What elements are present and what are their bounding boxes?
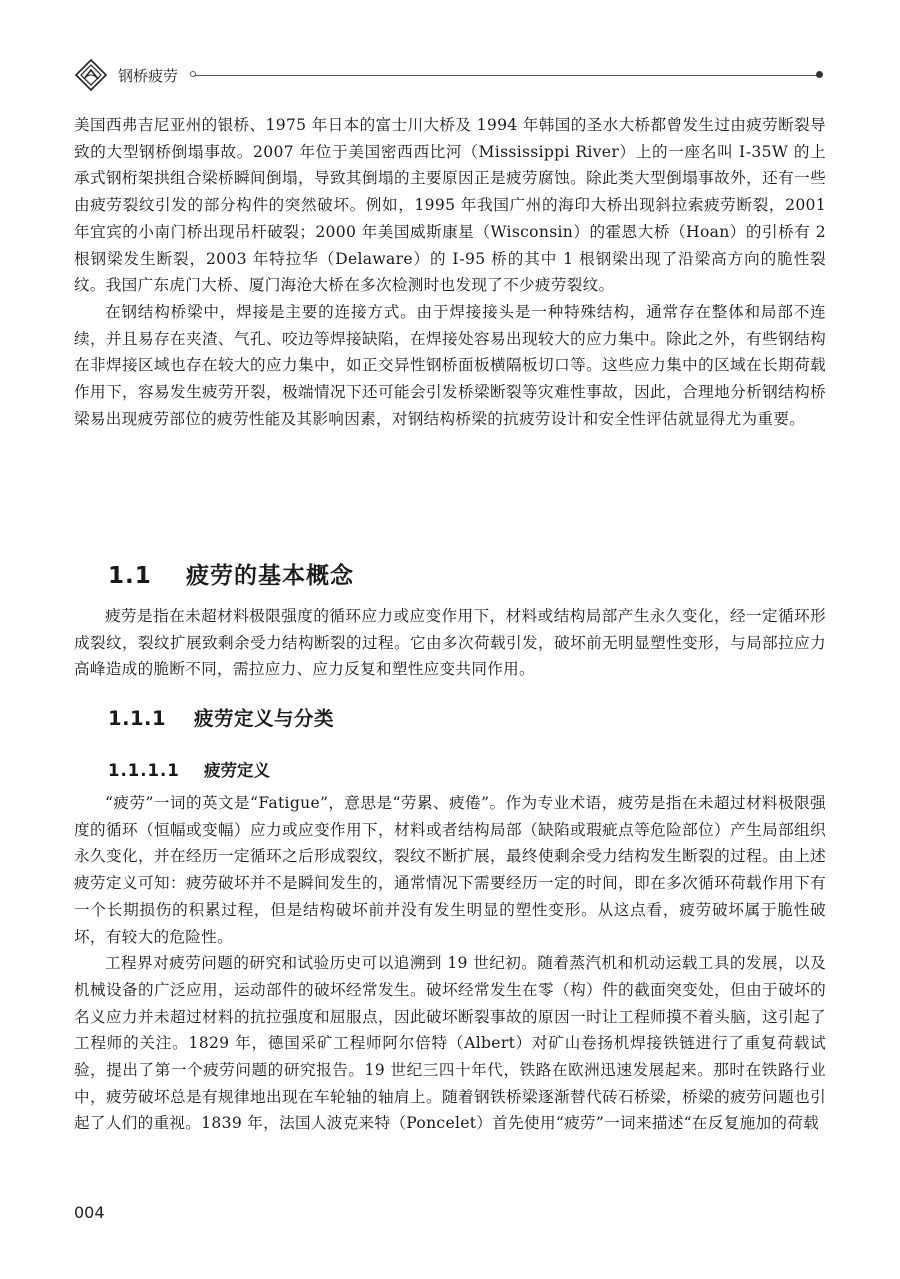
header-rule	[194, 75, 820, 76]
header-rule-start	[190, 71, 196, 77]
header-rule-end	[816, 71, 823, 78]
book-logo-icon	[74, 58, 108, 92]
definition-paragraph-1: “疲劳”一词的英文是“Fatigue”，意思是“劳累、疲倦”。作为专业术语，疲劳是指在未超过材料极限强度的循环（恒幅或变幅）应力或应变作用下，材料或者结构局部（缺陷或瑕疵点等危险部位）产生局部组织永久变化，并在经历一定循环之后形成裂纹，裂纹不断扩展，最终使剩余受力结构发生断裂的过程。由上述疲劳定义可知：疲劳破坏并不是瞬间发生的，通常情况下需要经历一定的时间，即在多次循环荷载作用下有一个长期损伤的积累过程，但是结构破坏前并没有发生明显的塑性变形。从这点看，疲劳破坏属于脆性破坏，有较大的危险性。	[74, 794, 826, 946]
section-1-1-paragraph: 疲劳是指在未超材料极限强度的循环应力或应变作用下，材料或结构局部产生永久变化，经一定循环形成裂纹，裂纹扩展致剩余受力结构断裂的过程。它由多次荷载引发，破坏前无明显塑性变形，与局部拉应力高峰造成的脆断不同，需拉应力、应力反复和塑性应变共同作用。	[74, 607, 826, 679]
section-1-1-text	[74, 603, 826, 683]
section-number: 1.1	[108, 563, 152, 589]
subsection-title: 疲劳定义与分类	[194, 707, 335, 730]
intro-paragraph-2: 在钢结构桥梁中，焊接是主要的连接方式。由于焊接接头是一种特殊结构，通常存在整体和局部不连续，并且易存在夹渣、气孔、咬边等焊接缺陷，在焊接处容易出现较大的应力集中。除此之外，有些钢结构在非焊接区域也存在较大的应力集中，如正交异性钢桥面板横隔板切口等。这些应力集中的区域在长期荷载作用下，容易发生疲劳开裂，极端情况下还可能会引发桥梁断裂等灾难性事故，因此，合理地分析钢结构桥梁易出现疲劳部位的疲劳性能及其影响因素，对钢结构桥梁的抗疲劳设计和安全性评估就显得尤为重要。	[74, 302, 826, 428]
subsubsection-title: 疲劳定义	[204, 761, 270, 780]
section-1-1-1-1-text	[74, 790, 826, 1137]
section-title: 疲劳的基本概念	[186, 563, 354, 589]
definition-paragraph-2: 工程界对疲劳问题的研究和试验历史可以追溯到 19 世纪初。随着蒸汽机和机动运载工具的发展，以及机械设备的广泛应用，运动部件的破坏经常发生。破坏经常发生在零（构）件的截面突变处，但由于破坏的名义应力并未超过材料的抗拉强度和屈服点，因此破坏断裂事故的原因一时让工程师摸不着头脑，这引起了工程师的关注。1829 年，德国采矿工程师阿尔倍特（Albert）对矿山卷扬机焊接铁链进行了重复荷载试验，提出了第一个疲劳问题的研究报告。19 世纪三四十年代，铁路在欧洲迅速发展起来。那时在铁路行业中，疲劳破坏总是有规律地出现在车轮轴的轴肩上。随着钢铁桥梁逐渐替代砖石桥梁，桥梁的疲劳问题也引起了人们的重视。1839 年，法国人波克来特（Poncelet）首先使用“疲劳”一词来描述“在反复施加的荷载	[74, 954, 826, 1133]
section-heading-1-1	[108, 557, 354, 590]
page-header	[74, 58, 824, 92]
subsection-number: 1.1.1	[108, 707, 167, 730]
section-heading-1-1-1-1	[108, 757, 270, 781]
page-number: 004	[74, 1203, 105, 1222]
section-heading-1-1-1	[108, 703, 334, 731]
subsubsection-number: 1.1.1.1	[108, 761, 180, 780]
intro-text	[74, 112, 826, 432]
intro-paragraph-1: 美国西弗吉尼亚州的银桥、1975 年日本的富士川大桥及 1994 年韩国的圣水大桥都曾发生过由疲劳断裂导致的大型钢桥倒塌事故。2007 年位于美国密西西比河（Mississippi River）上的一座名叫 Ⅰ-35W 的上承式钢桁架拱组合梁桥瞬间倒塌，导致其倒塌的主要原因正是疲劳腐蚀。除此类大型倒塌事故外，还有一些由疲劳裂纹引发的部分构件的突然破坏。例如，1995 年我国广州的海印大桥出现斜拉索疲劳断裂，2001 年宜宾的小南门桥出现吊杆破裂；2000 年美国威斯康星（Wisconsin）的霍恩大桥（Hoan）的引桥有 2 根钢梁发生断裂，2003 年特拉华（Delaware）的 Ⅰ-95 桥的其中 1 根钢梁出现了沿梁高方向的脆性裂纹。我国广东虎门大桥、厦门海沧大桥在多次检测时也发现了不少疲劳裂纹。	[74, 116, 826, 295]
running-title: 钢桥疲劳	[118, 67, 179, 85]
